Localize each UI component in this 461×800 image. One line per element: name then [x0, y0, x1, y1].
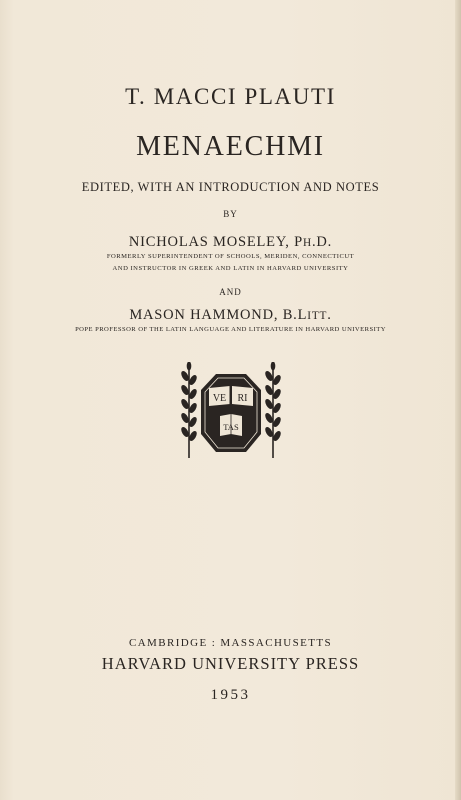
editor1-description-line2: AND INSTRUCTOR IN GREEK AND LATIN IN HARVARD UNIVERSITY: [112, 265, 349, 272]
editor1-name-h: H: [302, 237, 312, 249]
seal-text-tas: TAS: [223, 422, 239, 432]
editor2-description: POPE PROFESSOR OF THE LATIN LANGUAGE AND LITERATURE IN HARVARD UNIVERSITY: [75, 326, 386, 333]
editor1-name-end: .: [327, 234, 333, 250]
editor1-name: [0, 234, 461, 251]
editor1-name-main: NICHOLAS MOSELEY, P: [128, 234, 303, 250]
play-title: MENAECHMI: [136, 131, 325, 162]
editor2-name-main: MASON HAMMOND, B.L: [129, 307, 308, 323]
editor2-name: [0, 307, 461, 324]
editor1-description-line1: FORMERLY SUPERINTENDENT OF SCHOOLS, MERIDEN, CONNECTICUT: [106, 253, 355, 260]
edited-line: EDITED, WITH AN INTRODUCTION AND NOTES: [81, 180, 380, 194]
and-line: AND: [219, 287, 242, 297]
left-laurel-branch-icon: [180, 362, 197, 458]
imprint-press: HARVARD UNIVERSITY PRESS: [101, 654, 360, 673]
veritas-seal: [179, 362, 283, 462]
imprint-city: CAMBRIDGE : MASSACHUSETTS: [128, 637, 333, 649]
page-edge: [455, 0, 461, 800]
editor2-name-end: .: [327, 307, 332, 323]
editor1-name-mid: .D: [311, 234, 328, 250]
right-laurel-branch-icon: [264, 362, 281, 458]
shield-icon: [201, 374, 261, 452]
author-title: T. MACCI PLAUTI: [125, 84, 336, 109]
editor2-name-itt: ITT: [307, 310, 328, 322]
seal-text-ri: RI: [237, 393, 248, 404]
by-line: BY: [223, 209, 238, 219]
imprint-year: 1953: [210, 687, 251, 703]
seal-text-ve: VE: [212, 393, 227, 404]
